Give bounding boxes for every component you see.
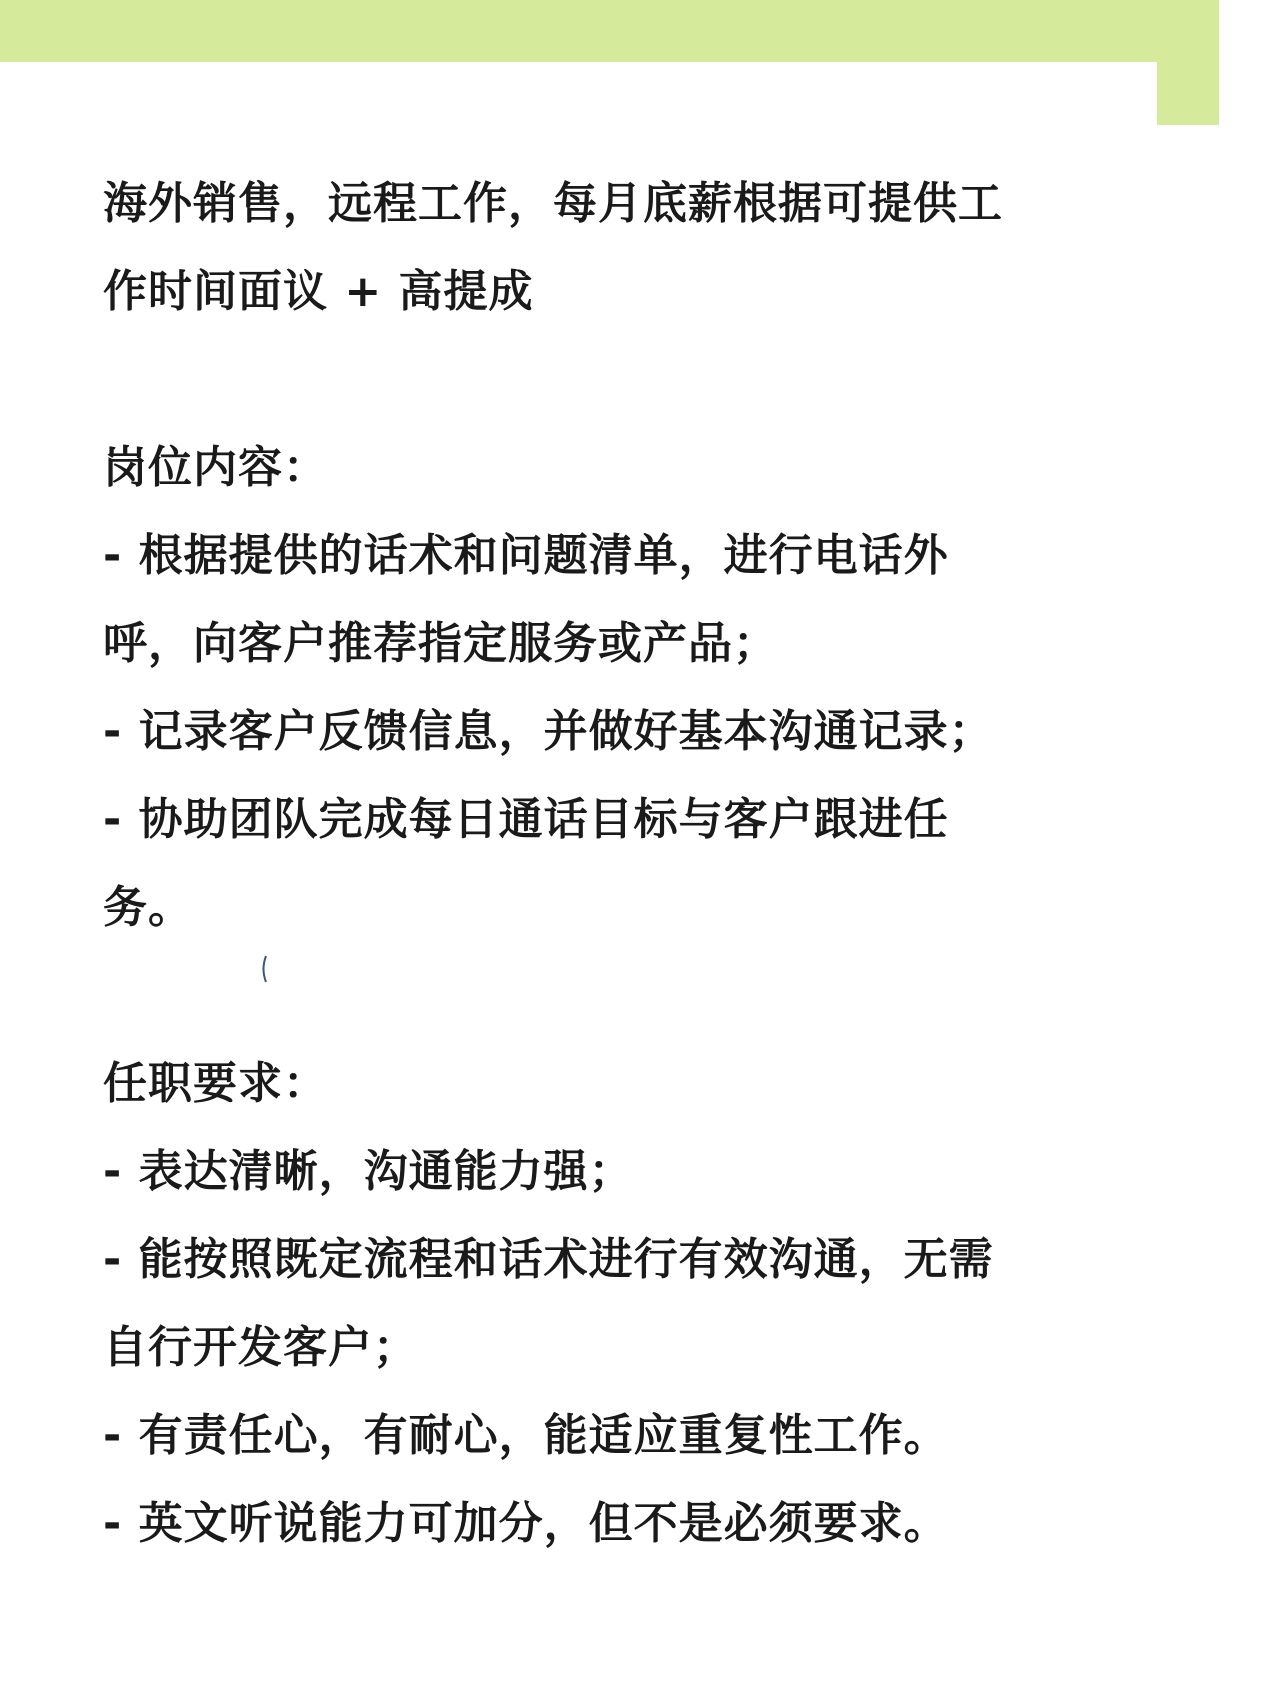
requirement-line: - 有责任心，有耐心，能适应重复性工作。 bbox=[103, 1410, 949, 1461]
headline bbox=[103, 160, 1183, 336]
duties-list bbox=[103, 512, 1183, 952]
duty-line: 呼，向客户推荐指定服务或产品； bbox=[103, 618, 778, 669]
requirement-line: - 英文听说能力可加分，但不是必须要求。 bbox=[103, 1498, 949, 1549]
duty-line: - 协助团队完成每日通话目标与客户跟进任 bbox=[103, 794, 949, 845]
duties-heading: 岗位内容： bbox=[103, 442, 328, 493]
headline-line-2: 作时间面议 + 高提成 bbox=[103, 266, 534, 317]
requirement-line: - 表达清晰，沟通能力强； bbox=[103, 1146, 634, 1197]
duty-line: 务。 bbox=[103, 882, 193, 933]
requirement-line: - 能按照既定流程和话术进行有效沟通，无需 bbox=[103, 1234, 994, 1285]
corner-accent-block bbox=[1157, 62, 1219, 125]
requirements-heading: 任职要求： bbox=[103, 1058, 328, 1109]
duty-line: - 根据提供的话术和问题清单，进行电话外 bbox=[103, 530, 949, 581]
duty-line: - 记录客户反馈信息，并做好基本沟通记录； bbox=[103, 706, 994, 757]
corner-white-block bbox=[1219, 0, 1280, 62]
job-post-content bbox=[103, 160, 1183, 1568]
requirements-list bbox=[103, 1128, 1183, 1568]
stray-mark bbox=[261, 955, 267, 983]
headline-line-1: 海外销售，远程工作，每月底薪根据可提供工 bbox=[103, 178, 1003, 229]
top-accent-band bbox=[0, 0, 1219, 62]
requirement-line: 自行开发客户； bbox=[103, 1322, 418, 1373]
